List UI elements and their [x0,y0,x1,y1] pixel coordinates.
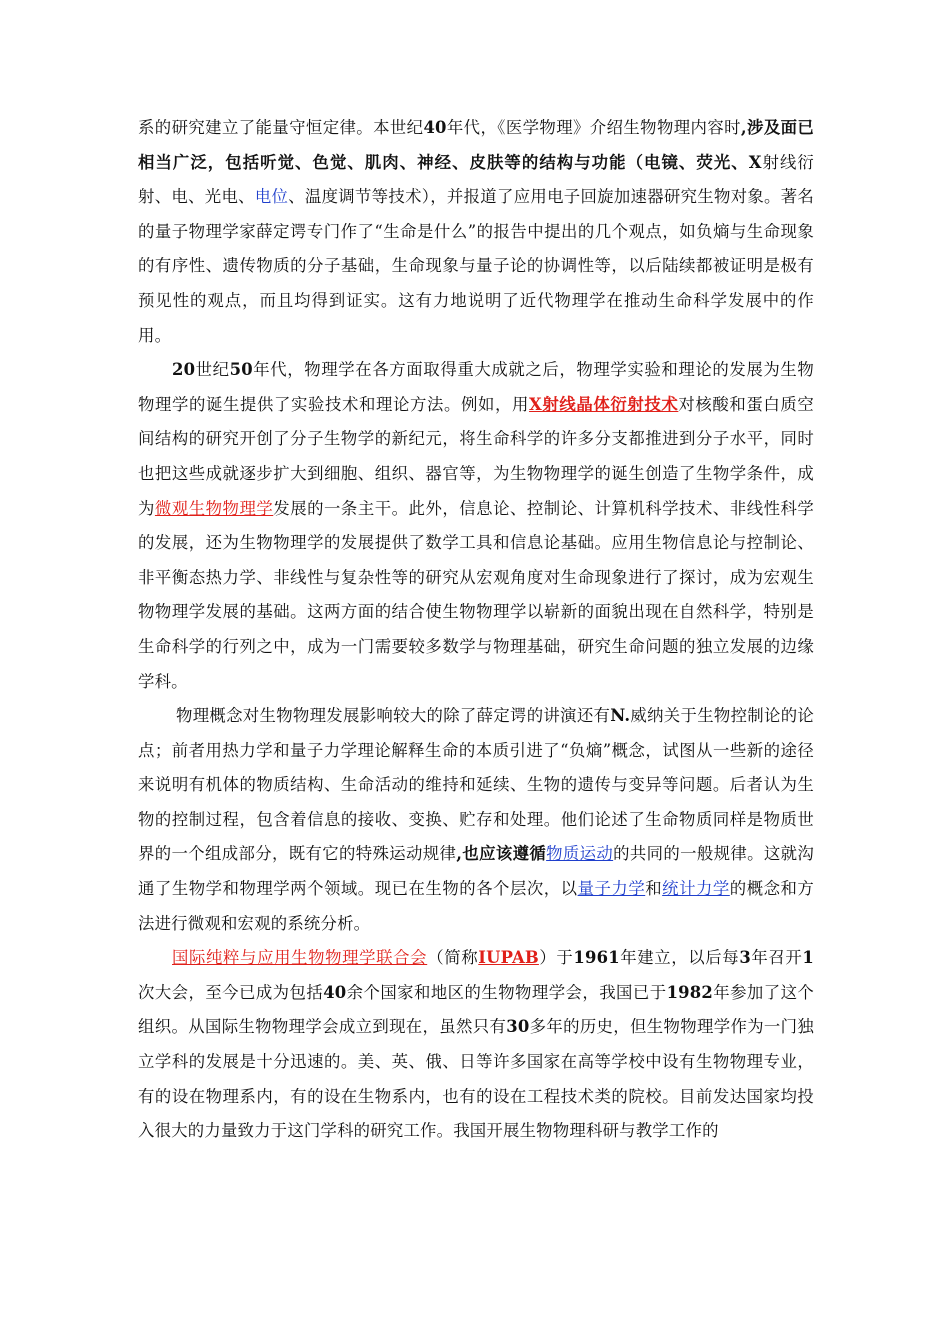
paragraph-3 [138,699,814,941]
link-iupab-full-name[interactable]: 国际纯粹与应用生物物理学联合会 [172,948,428,968]
number: 30 [506,1017,530,1037]
text: 发展的一条主干。此外，信息论、控制论、计算机科学技术、非线性科学的发展，还为生物物理学的发展提供了数学工具和信息论基础。应用生物信息论与控制论、非平衡态热力学、非线性与复杂性等的研究从宏观角度对生命现象进行了探讨，成为宏观生物物理学发展的基础。这两方面的结合使生物物理学以崭新的面貌出现在自然科学，特别是生命科学的行列之中，成为一门需要较多数学与物理基础，研究生命问题的独立发展的边缘学科。 [138,498,815,691]
text: 多年的历史，但生物物理学作为一门独立学科的发展是十分迅速的。美、英、俄、日等许多国家在高等学校中设有生物物理专业，有的设在物理系内，有的设在生物系内，也有的设在工程技术类的院校。目前发达国家均投入很大的力量致力于这门学科的研究工作。我国开展生物物理科研与教学工作的 [138,1017,814,1141]
text: 系的研究建立了能量守恒定律。本世纪 [138,118,424,137]
text: 世纪 [195,360,230,380]
link-iupab[interactable]: IUPAB [478,948,539,968]
text: 、温度调节等技术），并报道了应用电子回旋加速器研究生物对象。著名的量子物理学家薛定谔专门作了“生命是什么”的报告中提出的几个观点，如负熵与生命现象的有序性、遗传物质的分子基础，生命现象与量子论的协调性等，以后陆续都被证明是极有预见性的观点，而且均得到证实。这有力地说明了近代物理学在推动生命科学发展中的作用。 [138,187,815,345]
text: 对核酸和蛋白质空间结构的研究开创了分子生物学的新纪元，将生命科学的许多分支都推进到分子水平，同时也把这些成就逐步扩大到细胞、组织、器官等，为生物物理学的诞生创造了生物学条件，成为 [138,394,814,518]
text: ,涉及面已相当广泛，包括听觉、色觉、肌肉、神经、皮肤等的结构与功能（电镜、荧光、 [138,118,814,172]
link-matter-motion[interactable]: 物质运动 [546,844,614,864]
text: N. [610,706,631,726]
number: 1 [802,948,814,968]
text: 次大会，至今已成为包括 [138,982,324,1002]
link-electric-potential[interactable]: 电位 [254,187,289,207]
text: 年召开 [750,948,803,968]
number: 50 [229,360,253,380]
text: 的共同的一般规律。这就沟通了生物学和物理学两个领域。现已在生物的各个层次，以 [138,844,814,899]
text: ,也应该遵循 [456,844,547,864]
text: 年代，《医学物理》介绍生物物理内容时 [446,118,741,137]
text: 余个国家和地区的生物物理学会，我国已于 [346,982,667,1002]
text: 年代，物理学在各方面取得重大成就之后，物理学实验和理论的发展为生物物理学的诞生提供了实验技术和理论方法。例如，用 [138,360,814,414]
number: 40 [323,982,347,1002]
number: X [748,152,762,172]
text: 年建立，以后每 [619,948,740,968]
number: 40 [423,118,447,137]
text: 和 [645,879,663,899]
paragraph-4 [138,941,814,1149]
text: 年参加了这个组织。从国际生物物理学会成立到现在，虽然只有 [138,982,815,1037]
text: （简称 [427,948,479,968]
number: 1982 [666,982,713,1002]
link-xray-crystal-diffraction[interactable]: X射线晶体衍射技术 [529,394,679,414]
text: 射线衍射、电、光电、 [138,152,815,207]
text: 的概念和方法进行微观和宏观的系统分析。 [138,879,815,933]
text: 物理概念对生物物理发展影响较大的除了薛定谔的讲演还有 [176,706,611,726]
number: 20 [172,360,196,380]
link-quantum-mechanics[interactable]: 量子力学 [577,879,646,899]
paragraph-2 [138,353,814,699]
link-statistical-mechanics[interactable]: 统计力学 [662,879,730,899]
text: 威纳关于生物控制论的论点；前者用热力学和量子力学理论解释生命的本质引进了“负熵”概念，试图从一些新的途径来说明有机体的物质结构、生命活动的维持和延续、生物的遗传与变异等问题。后者认为生物的控制过程，包含着信息的接收、变换、贮存和处理。他们论述了生命物质同样是物质世界的一个组成部分，既有它的特殊运动规律 [138,706,814,864]
number: 1961 [573,948,620,968]
text: ）于 [538,948,574,968]
link-micro-biophysics[interactable]: 微观生物物理学 [154,498,274,518]
number: 3 [739,948,751,968]
paragraph-1 [138,111,814,353]
